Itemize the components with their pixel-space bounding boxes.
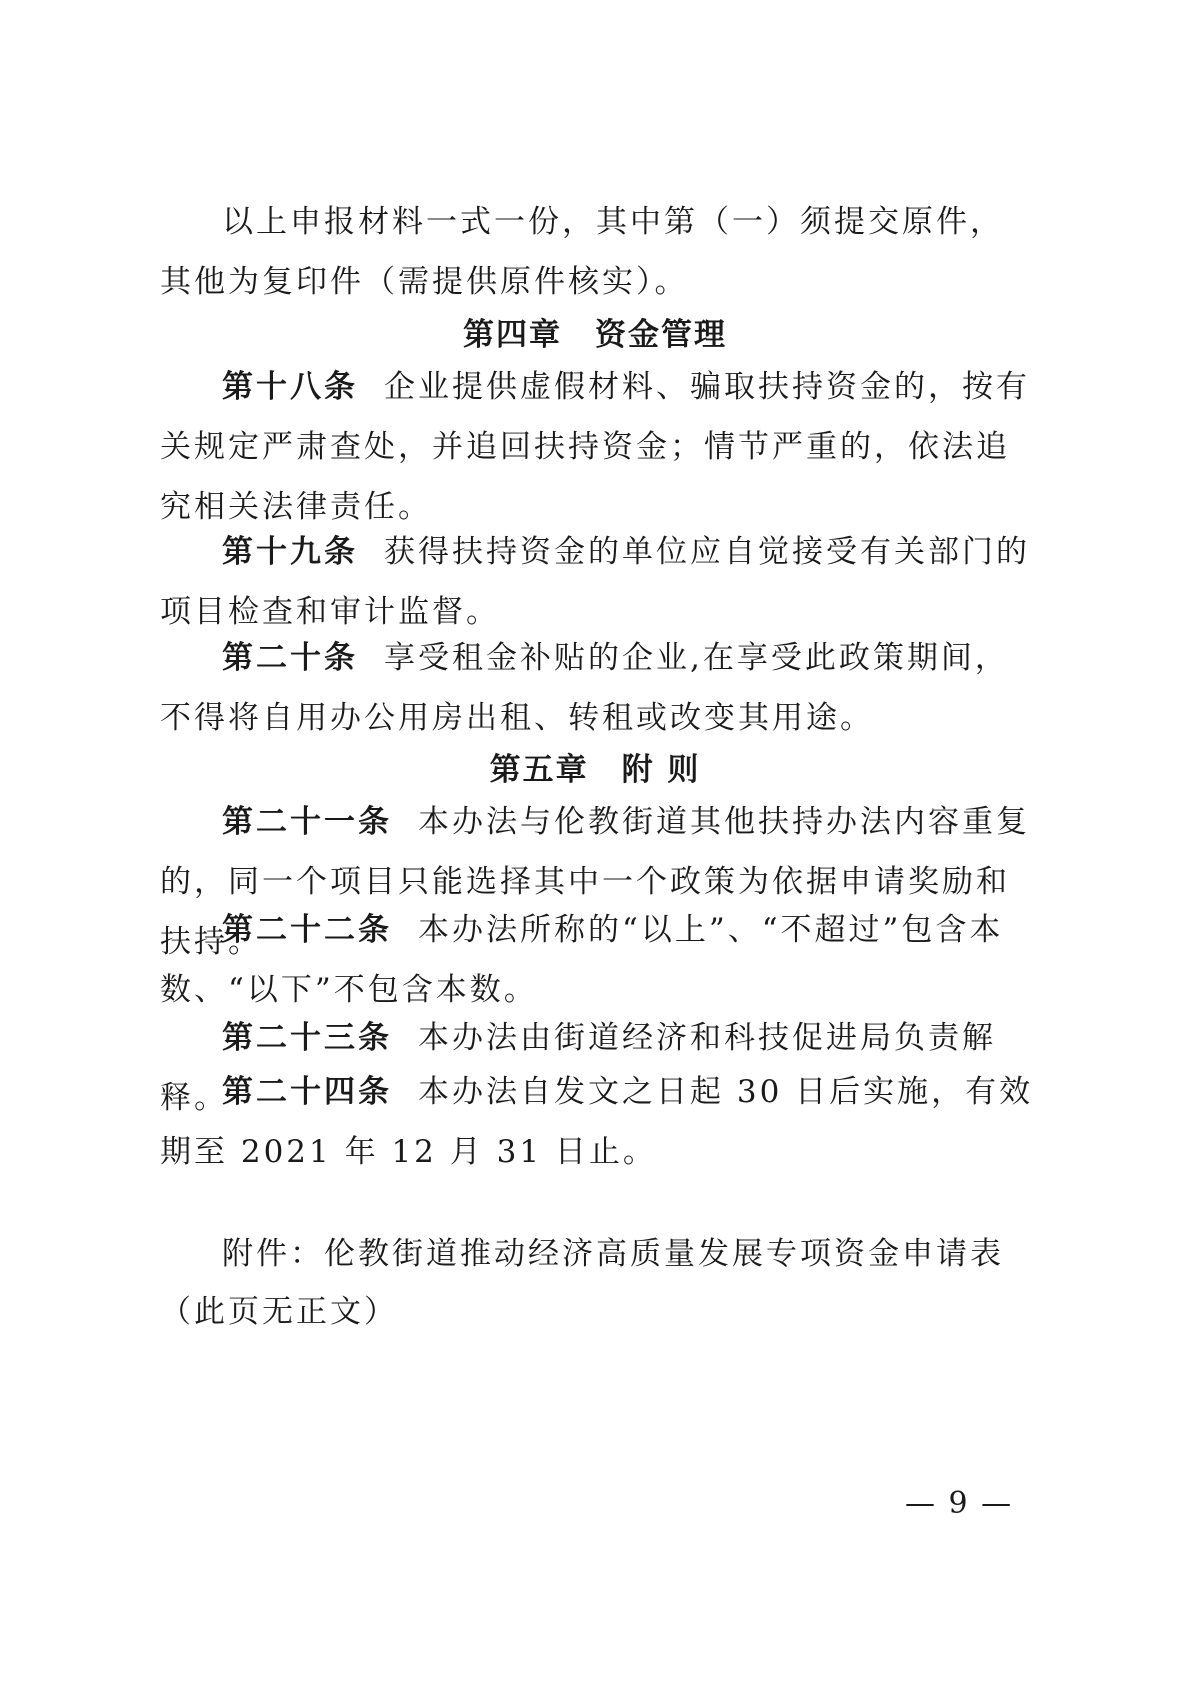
chapter-4-heading: 第四章 资金管理	[463, 317, 727, 353]
article-24-paragraph	[160, 1062, 1035, 1182]
no-text-note-text: （此页无正文）	[160, 1294, 398, 1330]
article-23-label: 第二十三条	[222, 1020, 392, 1056]
article-20-label: 第二十条	[222, 640, 358, 676]
attachment-line	[160, 1224, 1035, 1284]
article-20-text: 享受租金补贴的企业,在享受此政策期间，不得将自用办公用房出租、转租或改变其用途。	[160, 640, 1009, 736]
chapter-5-heading: 第五章 附 则	[489, 752, 701, 788]
article-24-label: 第二十四条	[222, 1074, 392, 1110]
article-22-paragraph	[160, 900, 1035, 1020]
article-18-paragraph	[160, 357, 1035, 537]
page-number: — 9 —	[905, 1486, 1014, 1521]
article-24-text: 本办法自发文之日起 30 日后实施，有效期至 2021 年 12 月 31 日止。	[160, 1074, 1034, 1170]
article-18-label: 第十八条	[222, 369, 358, 405]
article-23-text: 本办法由街道经济和科技促进局负责解释。	[160, 1020, 996, 1116]
article-19-label: 第十九条	[222, 534, 358, 570]
article-20-paragraph	[160, 628, 1035, 748]
attachment-text: 附件：伦教街道推动经济高质量发展专项资金申请表	[222, 1236, 1004, 1272]
article-19-text: 获得扶持资金的单位应自觉接受有关部门的项目检查和审计监督。	[160, 534, 1030, 630]
article-22-text: 本办法所称的“以上”、“不超过”包含本数、“以下”不包含本数。	[160, 912, 1004, 1008]
article-22-label: 第二十二条	[222, 912, 392, 948]
article-21-label: 第二十一条	[222, 804, 392, 840]
article-19-paragraph	[160, 522, 1035, 642]
article-18-text: 企业提供虚假材料、骗取扶持资金的，按有关规定严肃查处，并追回扶持资金；情节严重的，依法追究相关法律责任。	[160, 369, 1030, 525]
no-text-note	[160, 1282, 1035, 1342]
materials-text: 以上申报材料一式一份，其中第（一）须提交原件，其他为复印件（需提供原件核实）。	[160, 204, 1004, 300]
article-21-text: 本办法与伦教街道其他扶持办法内容重复的，同一个项目只能选择其中一个政策为依据申请奖励和扶持。	[160, 804, 1030, 960]
materials-paragraph	[160, 192, 1035, 312]
